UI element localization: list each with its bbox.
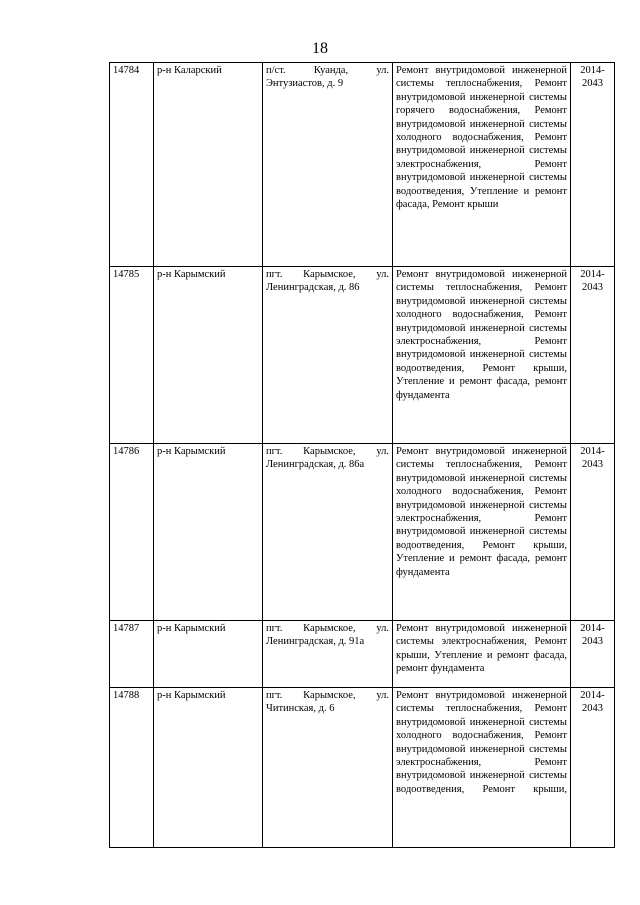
row-address: пгт. Карымское, ул. Читинская, д. 6 — [263, 688, 393, 848]
row-id: 14784 — [110, 63, 154, 267]
row-address: пгт. Карымское, ул. Ленинградская, д. 91а — [263, 621, 393, 688]
row-district: р-н Карымский — [154, 267, 263, 444]
row-address: пгт. Карымское, ул. Ленинградская, д. 86 — [263, 267, 393, 444]
capital-repair-table — [109, 62, 615, 848]
row-period: 2014-2043 — [571, 444, 615, 621]
row-works: Ремонт внутридомовой инженерной системы электроснабжения, Ремонт крыши, Утепление и ремонт фасада, ремонт фундамента — [393, 621, 571, 688]
row-district: р-н Карымский — [154, 444, 263, 621]
row-district: р-н Карымский — [154, 688, 263, 848]
row-period: 2014-2043 — [571, 688, 615, 848]
table-row — [110, 444, 615, 621]
row-works: Ремонт внутридомовой инженерной системы теплоснабжения, Ремонт внутридомовой инженерной системы холодного водоснабжения, Ремонт внутридомовой инженерной системы электроснабжения, Ремонт внутридомовой инженерной системы водоотведения, Ремонт крыши, Утепление и ремонт фасада, ремонт фундамента — [393, 267, 571, 444]
row-works: Ремонт внутридомовой инженерной системы теплоснабжения, Ремонт внутридомовой инженерной системы горячего водоснабжения, Ремонт внутридомовой инженерной системы холодного водоснабжения, Ремонт внутридомовой инженерной системы электроснабжения, Ремонт внутридомовой инженерной системы водоотведения, Утепление и ремонт фасада, Ремонт крыши — [393, 63, 571, 267]
row-address: п/ст. Куанда, ул. Энтузиастов, д. 9 — [263, 63, 393, 267]
table-row — [110, 63, 615, 267]
row-id: 14788 — [110, 688, 154, 848]
table-row — [110, 621, 615, 688]
row-district: р-н Каларский — [154, 63, 263, 267]
table-row — [110, 267, 615, 444]
row-id: 14785 — [110, 267, 154, 444]
row-works: Ремонт внутридомовой инженерной системы теплоснабжения, Ремонт внутридомовой инженерной системы холодного водоснабжения, Ремонт внутридомовой инженерной системы электроснабжения, Ремонт внутридомовой инженерной системы водоотведения, Ремонт крыши, Утепление и ремонт фасада, ремонт фундамента — [393, 444, 571, 621]
row-period: 2014-2043 — [571, 621, 615, 688]
row-id: 14787 — [110, 621, 154, 688]
row-period: 2014-2043 — [571, 63, 615, 267]
row-works: Ремонт внутридомовой инженерной системы теплоснабжения, Ремонт внутридомовой инженерной системы холодного водоснабжения, Ремонт внутридомовой инженерной системы электроснабжения, Ремонт внутридомовой инженерной системы водоотведения, Ремонт крыши, — [393, 688, 571, 848]
row-period: 2014-2043 — [571, 267, 615, 444]
row-address: пгт. Карымское, ул. Ленинградская, д. 86а — [263, 444, 393, 621]
page-number: 18 — [312, 40, 328, 57]
row-district: р-н Карымский — [154, 621, 263, 688]
table-row — [110, 688, 615, 848]
row-id: 14786 — [110, 444, 154, 621]
